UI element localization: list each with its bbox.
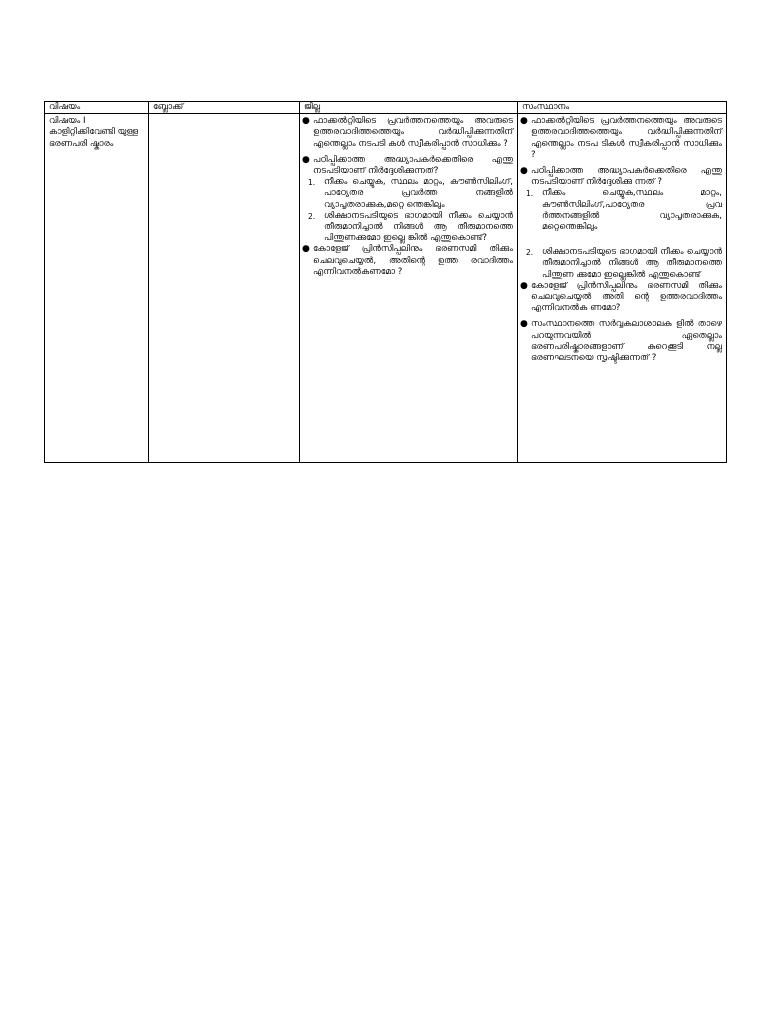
district-cell: [300, 114, 518, 463]
header-state: സംസ്ഥാനം: [518, 102, 727, 114]
header-subject: വിഷയം: [45, 102, 149, 114]
list-item: ● സംസ്ഥാനത്തെ സർവ്വകലാശാലക ളിൽ താഴെ പറയുന്നവയിൽ ഏതെല്ലാം ഭരണപരിഷ്കാരങ്ങളാണ് കുറെക്കൂടി നല്ല ഭരണഘടനയെ സൃഷ്ടിക്കുന്നത് ?: [520, 319, 722, 364]
state-cell: [518, 114, 727, 463]
state-numbered-list: [522, 188, 722, 280]
list-item: ● പഠിപ്പിക്കാത്ത അദ്ധ്യാപകർക്കെതിരെ എന്തു നടപടിയാണ് നിർദ്ദേശിക്കു ന്നത് ?: [520, 166, 722, 188]
table-header-row: [45, 102, 727, 114]
district-bullet-list-2: [304, 244, 513, 278]
bullet-icon: ●: [520, 280, 528, 291]
bullet-icon: ●: [302, 116, 310, 127]
header-district: ജില്ല: [300, 102, 518, 114]
district-bullet-list: [304, 116, 513, 177]
list-item: 1. നീക്കം ചെയ്യുക,സ്ഥലം മാറ്റം, കൗൺസിലിംഗ്,പാഠ്യേതര പ്രവ ർത്തനങ്ങളിൽ വ്യാപൃതരാക്കുക, മറ്റെന്തെങ്കിലും: [526, 188, 722, 233]
subject-cell: [45, 114, 149, 463]
bullet-icon: ●: [520, 166, 528, 177]
list-item: ● പഠിപ്പിക്കാത്ത അദ്ധ്യാപകർക്കെതിരെ എന്തു നടപടിയാണ് നിർദ്ദേശിക്കുന്നത്?: [302, 154, 513, 177]
district-numbered-list: [304, 177, 513, 244]
bullet-icon: ●: [520, 319, 528, 330]
criteria-table-top: [44, 101, 727, 463]
bullet-icon: ●: [302, 154, 310, 165]
list-item: 2. ശിക്ഷാനടപടിയുടെ ഭാഗമായി നീക്കം ചെയ്യാൻ തീരുമാനിച്ചാൽ നിങ്ങൾ ആ തീരുമാനത്തെ പിന്തുണക്കുമോ ഇല്ലെ ങ്കിൽ എന്തുകൊണ്ട്?: [308, 210, 513, 244]
list-item: 2. ശിക്ഷാനടപടിയുടെ ഭാഗമായി നീക്കം ചെയ്യാൻ തീരുമാനിച്ചാൽ നിങ്ങൾ ആ തീരുമാനത്തെ പിന്തുണ ക്കുമോ ഇല്ലെങ്കിൽ എന്തുകൊണ്ട്: [526, 247, 722, 280]
list-item: ● ഫാക്കൽറ്റിയിടെ പ്രവർത്തനത്തെയും അവരുടെ ഉത്തരവാദിത്തത്തെയും വർദ്ധിപ്പിക്കുന്നതിന് എന്തെല്ലാം നടപടി കൾ സ്വീകരിപ്പാൻ സാധിക്കും ?: [302, 116, 513, 149]
list-item: ● കോളേജ് പ്രിൻസിപ്പലിനും ഭരണസമി തിക്കും ചെലവുചെയ്യൽ അതി ന്റെ ഉത്തരവാദിത്തം എന്നിവനൽക ണമോ?: [520, 280, 722, 314]
header-block: ബ്ലോക്ക്: [149, 102, 300, 114]
state-bullet-list: [522, 116, 722, 188]
subject-text: വിഷയം I കാളിറ്റിക്കിവേണ്ടി യുള്ള ഭരണപരി ഷ്കാരം: [49, 116, 139, 149]
bullet-icon: ●: [520, 116, 528, 127]
list-item: ● ഫാക്കൽറ്റിയിടെ പ്രവർത്തനത്തെയും അവരുടെ ഉത്തരവാദിത്തത്തെയും വർദ്ധിപ്പിക്കുന്നതിന് എന്തെല്ലാം നടപ ടികൾ സ്വീകരിപ്പാൻ സാധിക്കും ?: [520, 116, 722, 160]
list-item: 1. നീക്കം ചെയ്യുക, സ്ഥലം മാറ്റം, കൗൺസിലിംഗ്, പാഠ്യേതര പ്രവർത്ത നങ്ങളിൽ വ്യാപൃതരാക്കുക,മറ്റെ ന്തെങ്കിലും: [308, 177, 513, 210]
block-cell: [149, 114, 300, 463]
table-row: [45, 114, 727, 463]
state-bullet-list-2: [522, 281, 722, 364]
bullet-icon: ●: [302, 244, 310, 255]
list-item: ● കോളേജ് പ്രിൻസിപ്പലിനും ഭരണസമി തിക്കും ചെലവുചെയ്യൽ, അതിന്റെ ഉത്ത രവാദിത്തം എന്നിവനൽകണമോ ?: [302, 244, 513, 277]
